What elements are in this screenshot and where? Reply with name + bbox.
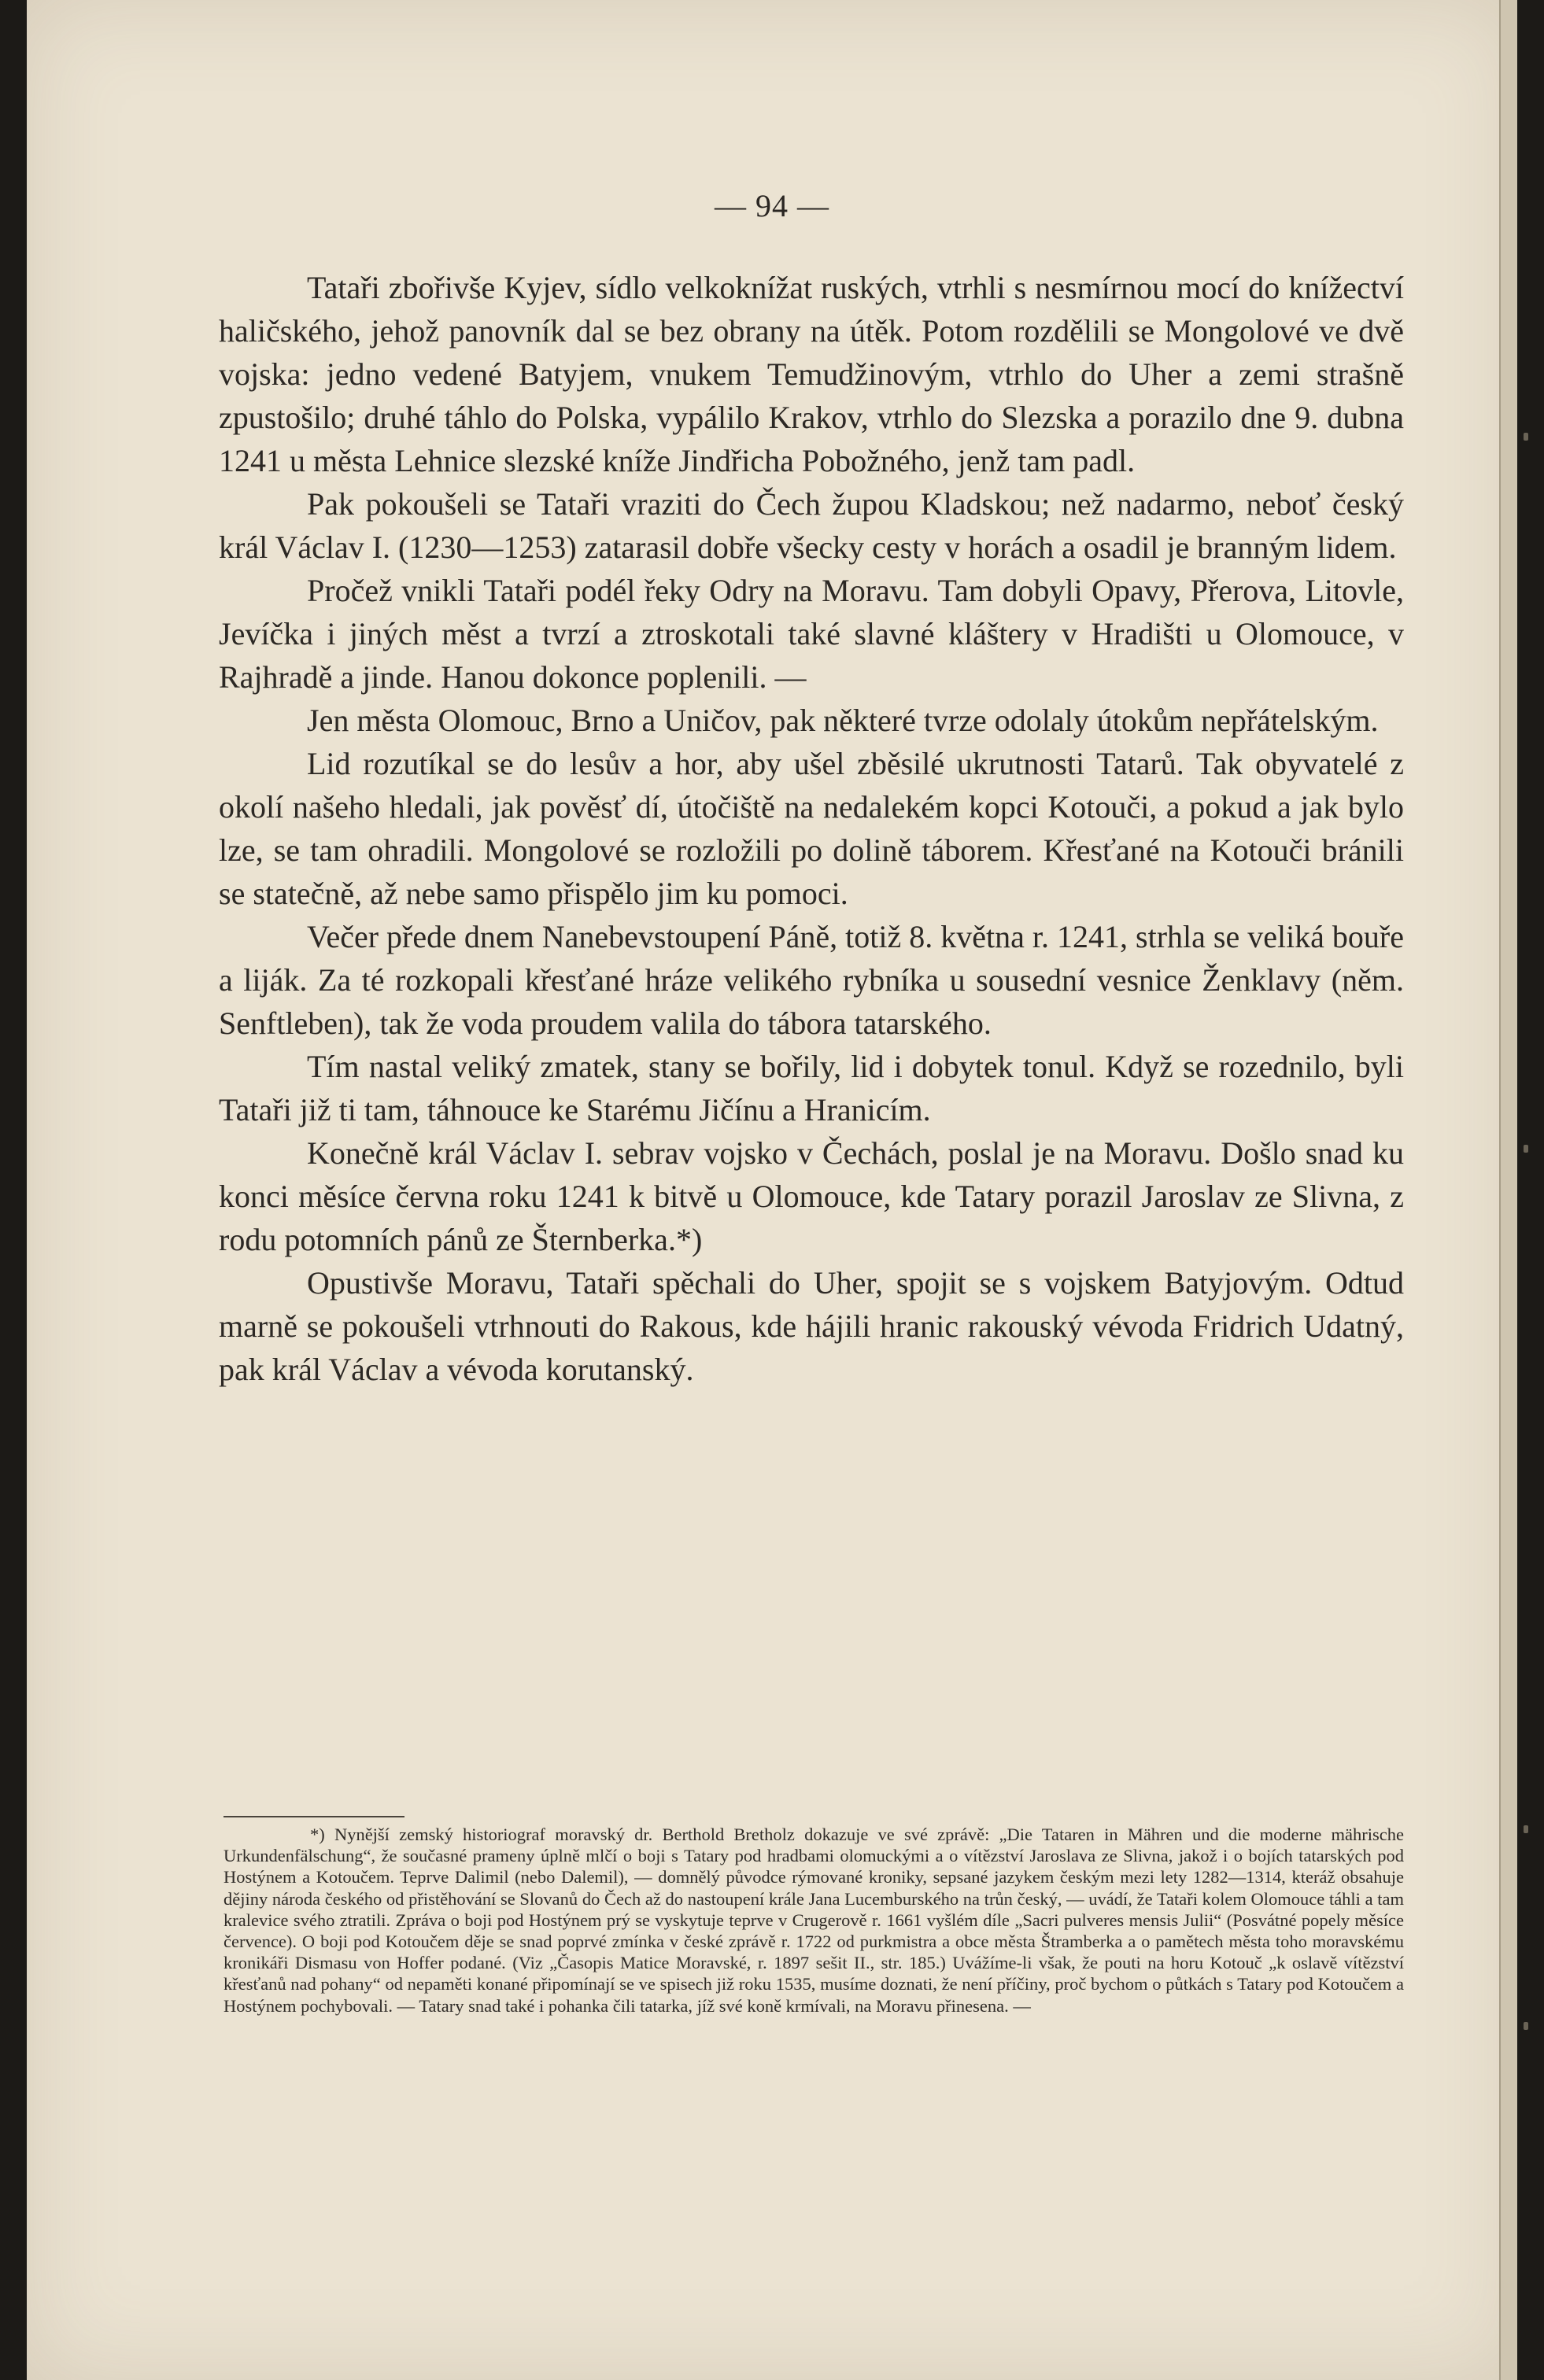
paragraph: Konečně král Václav I. sebrav vojsko v Čechách, poslal je na Moravu. Došlo snad ku konci měsíce června roku 1241 k bitvě u Olomouce, kde Tatary porazil Jaroslav ze Slivna, z rodu potomních pánů ze Šternberka.*) (219, 1135, 1404, 1257)
paragraph: Pročež vnikli Tataři podél řeky Odry na Moravu. Tam dobyli Opavy, Přerova, Litovle, Jevíčka i jiných měst a tvrzí a ztroskotali také slavné kláštery v Hradišti u Olomouce, v Rajhradě a jinde. Hanou dokonce poplenili. — (219, 573, 1404, 695)
paragraph: Pak pokoušeli se Tataři vraziti do Čech župou Kladskou; než nadarmo, neboť český král Václav I. (1230—1253) zatarasil dobře všecky cesty v horách a osadil je branným lidem. (219, 486, 1404, 565)
paragraph: Večer přede dnem Nanebevstoupení Páně, totiž 8. května r. 1241, strhla se veliká bouře a liják. Za té rozkopali křesťané hráze velikého rybníka u sousední vesnice Ženklavy (něm. Senftleben), tak že voda proudem valila do tábora tatarského. (219, 919, 1405, 1041)
footnote-divider (223, 1816, 404, 1817)
paragraph: Tím nastal veliký zmatek, stany se bořily, lid i dobytek tonul. Když se rozednilo, byli Tataři již ti tam, táhnouce ke Starému Jičínu a Hranicím. (219, 1049, 1404, 1127)
margin-mark (1524, 1145, 1528, 1153)
paragraph: Tataři zbořivše Kyjev, sídlo velkoknížat ruských, vtrhli s nesmírnou mocí do knížectví haličského, jehož panovník dal se bez obrany na útěk. Potom rozdělili se Mongolové ve dvě vojska: jedno vedené Batyjem, vnukem Temudžinovým, vtrhlo do Uher a zemi strašně zpustošilo; druhé táhlo do Polska, vypálilo Krakov, vtrhlo do Slezska a porazilo dne 9. dubna 1241 u města Lehnice slezské kníže Jindřicha Pobožného, jenž tam padl. (219, 270, 1404, 478)
main-text (219, 266, 1404, 1391)
paragraph: Jen města Olomouc, Brno a Uničov, pak některé tvrze odolaly útokům nepřátelským. (307, 703, 1379, 738)
paragraph: Opustivše Moravu, Tataři spěchali do Uher, spojit se s vojskem Batyjovým. Odtud marně se pokoušeli vtrhnouti do Rakous, kde hájili hranic rakouský vévoda Fridrich Udatný, pak král Václav a vévoda korutanský. (219, 1265, 1404, 1387)
page-number: — 94 — (715, 188, 829, 223)
margin-mark (1524, 433, 1528, 441)
page-edge (1500, 0, 1517, 2380)
paragraph: Lid rozutíkal se do lesův a hor, aby ušel zběsilé ukrutnosti Tatarů. Tak obyvatelé z okolí našeho hledali, jak pověsť dí, útočiště na nedalekém kopci Kotouči, a pokud a jak bylo lze, se tam ohradili. Mongolové se rozložili po dolině táborem. Křesťané na Kotouči bránili se statečně, až nebe samo přispělo jim ku pomoci. (219, 746, 1404, 911)
margin-mark (1524, 1825, 1528, 1833)
footnote: *) Nynější zemský historiograf moravský dr. Berthold Bretholz dokazuje ve své zprávě: „Die Tataren in Mähren und die moderne mährische Urkundenfälschung“, že současné prameny úplně mlčí o boji s Tatary pod hradbami olomuckými a o vítězství Jaroslava ze Slivna, jakož i o bojích tatarských pod Hostýnem a Kotoučem. Teprve Dalimil (nebo Dalemil), — domnělý původce rýmované kroniky, sepsané jazykem českým mezi lety 1282—1314, kteráž obsahuje dějiny národa českého od přistěhování se Slovanů do Čech až do nastoupení krále Jana Lucemburského na trůn český, — uvádí, že Tataři kolem Olomouce táhli a tam kralevice svého ztratili. Zpráva o boji pod Hostýnem prý se vyskytuje teprve v Crugerově r. 1661 vyšlém díle „Sacri pulveres mensis Julii“ (Posvátné popely měsíce července). O boji pod Kotoučem děje se snad poprvé zmínka v české zprávě r. 1722 od purkmistra a obce města Štramberka a o pamětech města toho moravskému kronikáři Dismasu von Hoffer podané. (Viz „Časopis Matice Moravské, r. 1897 sešit II., str. 185.) Uvážíme-li však, že pouti na horu Kotouč „k oslavě vítězství křesťanů nad pohany“ od nepaměti konané připomínají se ve spisech již roku 1535, musíme doznati, že není příčiny, proč bychom o půtkách s Tatary pod Kotoučem a Hostýnem pochybovali. — Tatary snad také i pohanka čili tatarka, jíž své koně krmívali, na Moravu přinesena. — (223, 1825, 1404, 2016)
margin-mark (1524, 2022, 1528, 2030)
page-fold-line (1499, 0, 1501, 2380)
